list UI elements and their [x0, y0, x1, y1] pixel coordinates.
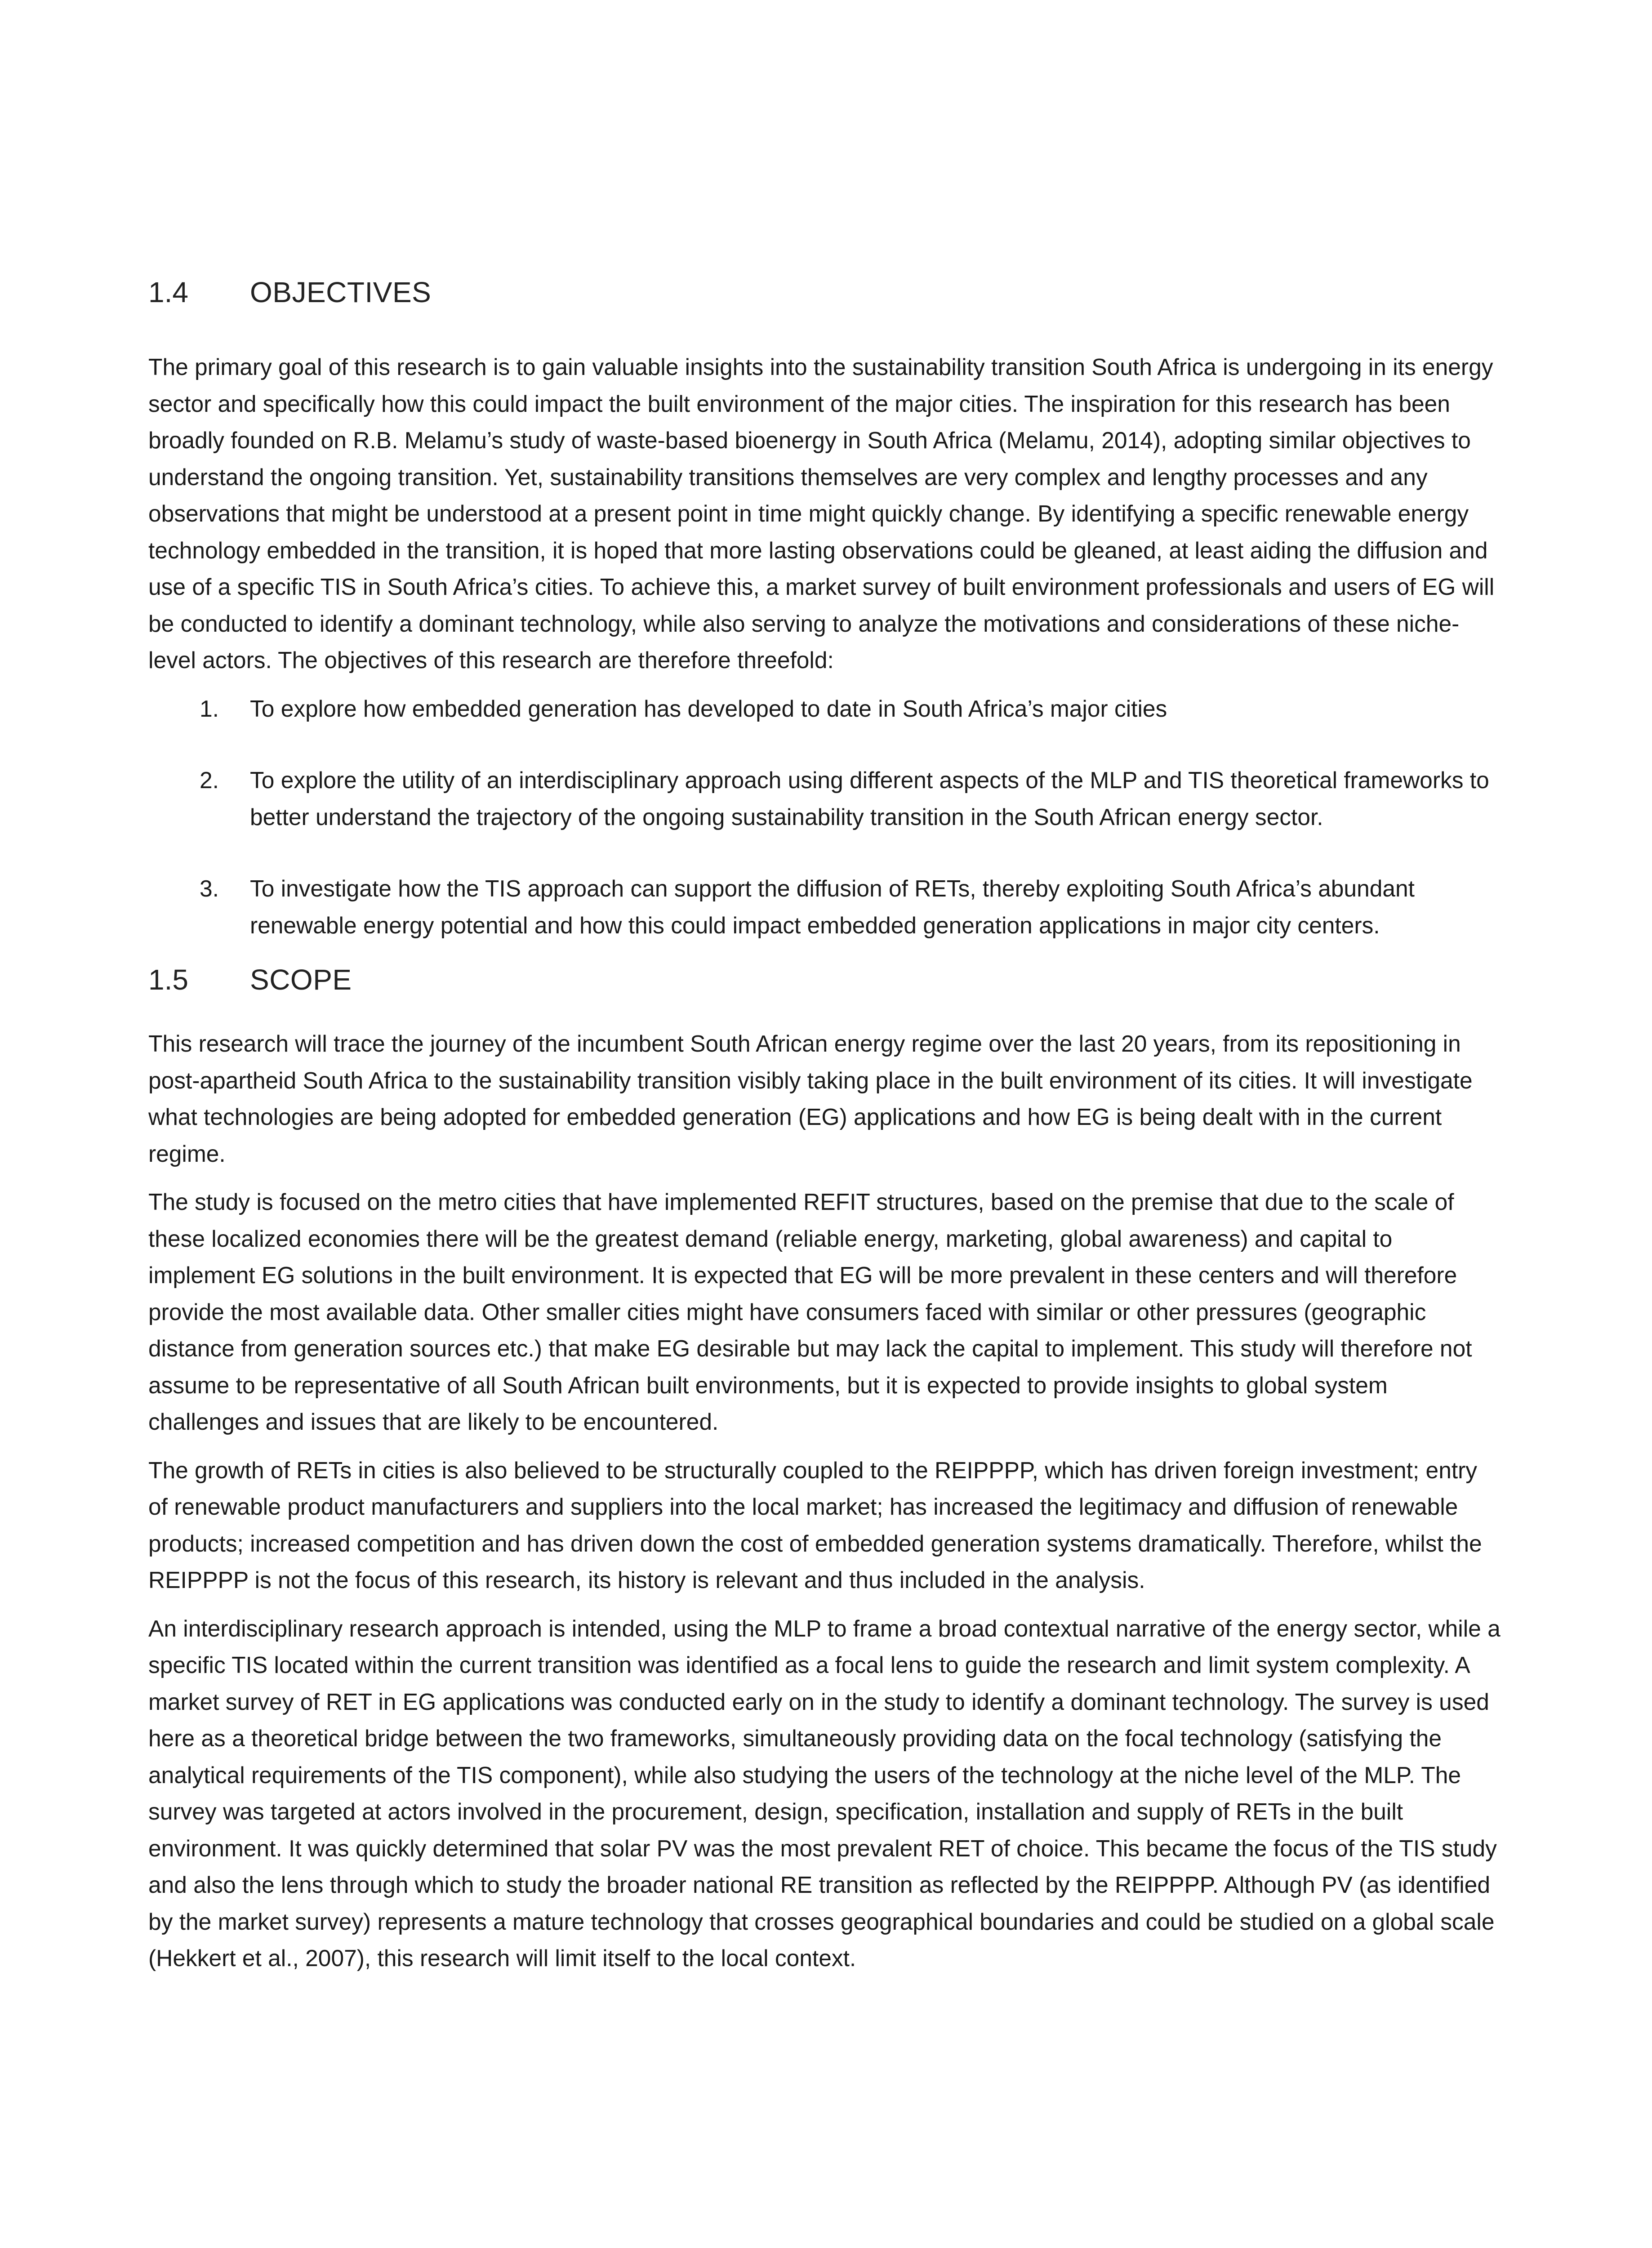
heading-objectives	[148, 274, 1501, 310]
section-title: OBJECTIVES	[250, 276, 432, 308]
heading-scope	[148, 962, 1501, 998]
section-number: 1.4	[148, 276, 188, 308]
list-item	[148, 870, 1501, 944]
list-item-text: To investigate how the TIS approach can support the diffusion of RETs, thereby exploiting South Africa’s abundant renewable energy potential and how this could impact embedded generation applications in major city centers.	[250, 875, 1415, 938]
section-number: 1.5	[148, 963, 188, 996]
list-item-number: 1.	[200, 695, 219, 722]
page-content	[148, 274, 1501, 1977]
list-item-number: 2.	[200, 767, 219, 793]
list-item-number: 3.	[200, 875, 219, 901]
list-item-text: To explore the utility of an interdisciplinary approach using different aspects of the MLP and TIS theoretical frameworks to better understand the trajectory of the ongoing sustainability transition in the South African energy sector.	[250, 767, 1489, 830]
scope-paragraph: The study is focused on the metro cities that have implemented REFIT structures, based on the premise that due to the scale of these localized economies there will be the greatest demand (reliable energy, marketing, global awareness) and capital to implement EG solutions in the built environment. It is expected that EG will be more prevalent in these centers and will therefore provide the most available data. Other smaller cities might have consumers faced with similar or other pressures (geographic distance from generation sources etc.) that make EG desirable but may lack the capital to implement. This study will therefore not assume to be representative of all South African built environments, but it is expected to provide insights to global system challenges and issues that are likely to be encountered.	[148, 1189, 1472, 1435]
page-number	[1479, 2244, 1492, 2248]
section-title: SCOPE	[250, 963, 352, 996]
scope-paragraph: An interdisciplinary research approach is intended, using the MLP to frame a broad contextual narrative of the energy sector, while a specific TIS located within the current transition was identified as a focal lens to guide the research and limit system complexity. A market survey of RET in EG applications was conducted early on in the study to identify a dominant technology. The survey is used here as a theoretical bridge between the two frameworks, simultaneously providing data on the focal technology (satisfying the analytical requirements of the TIS component), while also studying the users of the technology at the niche level of the MLP. The survey was targeted at actors involved in the procurement, design, specification, installation and supply of RETs in the built environment. It was quickly determined that solar PV was the most prevalent RET of choice. This became the focus of the TIS study and also the lens through which to study the broader national RE transition as reflected by the REIPPPP. Although PV (as identified by the market survey) represents a mature technology that crosses geographical boundaries and could be studied on a global scale (Hekkert et al., 2007), this research will limit itself to the local context.	[148, 1615, 1501, 1971]
objectives-intro-paragraph: The primary goal of this research is to gain valuable insights into the sustainability transition South Africa is undergoing in its energy sector and specifically how this could impact the built environment of the major cities. The inspiration for this research has been broadly founded on R.B. Melamu’s study of waste-based bioenergy in South Africa (Melamu, 2014), adopting similar objectives to understand the ongoing transition. Yet, sustainability transitions themselves are very complex and lengthy processes and any observations that might be understood at a present point in time might quickly change. By identifying a specific renewable energy technology embedded in the transition, it is hoped that more lasting observations could be gleaned, at least aiding the diffusion and use of a specific TIS in South Africa’s cities. To achieve this, a market survey of built environment professionals and users of EG will be conducted to identify a dominant technology, while also serving to analyze the motivations and considerations of these niche-level actors. The objectives of this research are therefore threefold:	[148, 354, 1495, 673]
list-item	[148, 691, 1501, 727]
scope-paragraph: The growth of RETs in cities is also believed to be structurally coupled to the REIPPPP, which has driven foreign investment; entry of renewable product manufacturers and suppliers into the local market; has increased the legitimacy and diffusion of renewable products; increased competition and has driven down the cost of embedded generation systems dramatically. Therefore, whilst the REIPPPP is not the focus of this research, its history is relevant and thus included in the analysis.	[148, 1457, 1482, 1593]
list-item-text: To explore how embedded generation has developed to date in South Africa’s major cities	[250, 695, 1167, 722]
list-item	[148, 762, 1501, 835]
objectives-list	[148, 691, 1501, 944]
scope-paragraph: This research will trace the journey of the incumbent South African energy regime over the last 20 years, from its repositioning in post-apartheid South Africa to the sustainability transition visibly taking place in the built environment of its cities. It will investigate what technologies are being adopted for embedded generation (EG) applications and how EG is being dealt with in the current regime.	[148, 1030, 1473, 1167]
